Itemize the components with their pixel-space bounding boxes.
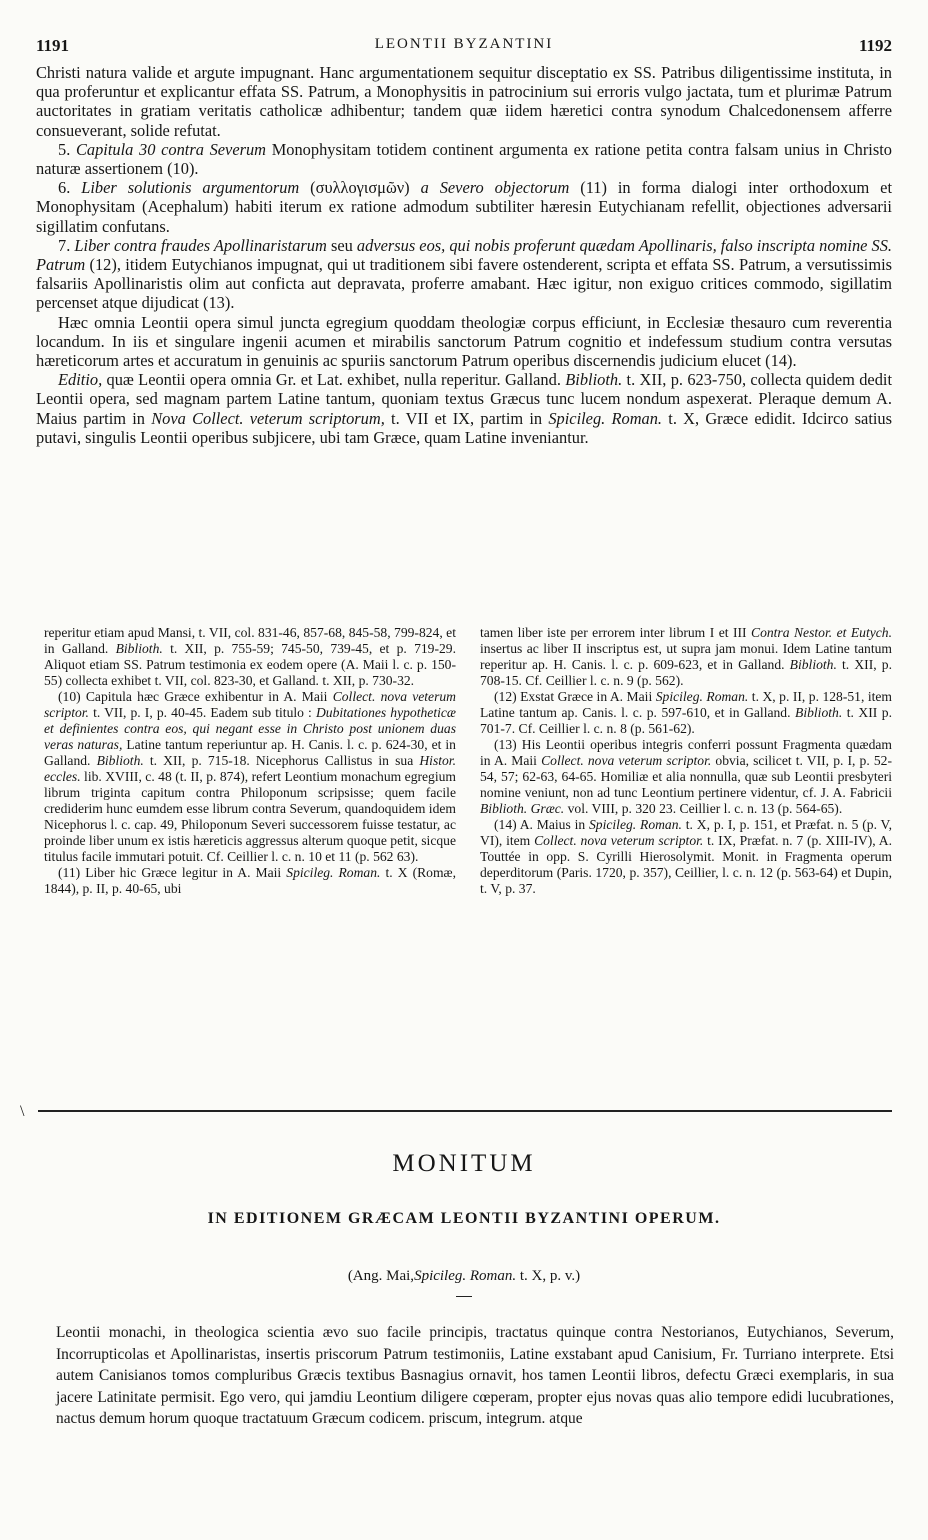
- paragraph: 6. Liber solutionis argumentorum (συλλογισμῶν) a Severo objectorum (11) in forma dialogi inter orthodoxum et Monophysitam (Acephalum) habiti iterum ex ratione admodum subtiliter hæresin Eutychianam refellit, objectiones adversarii sigillatim confutans.: [36, 178, 892, 236]
- running-title: LEONTII BYZANTINI: [374, 36, 554, 52]
- short-rule: [456, 1296, 472, 1297]
- footnote: tamen liber iste per errorem inter librum I et III Contra Nestor. et Eutych. insertus ac liber II inscriptus est, ut supra jam monui. Idem Latine tantum reperitur ap. H. Canis. l. c. p. 609-623, et in Galland. Biblioth. t. XII, p. 708-15. Cf. Ceillier l. c. n. 9 (p. 562).: [480, 625, 892, 688]
- section-source: (Ang. Mai,Spicileg. Roman. t. X, p. v.): [347, 1268, 581, 1284]
- footnote: reperitur etiam apud Mansi, t. VII, col. 831-46, 857-68, 845-58, 799-824, et in Galland. Biblioth. t. XII, p. 755-59; 745-50, 739-45, et p. 719-29. Aliquot etiam SS. Patrum testimonia ex eodem opere (A. Maii l. c. p. 150-55) collecta exhibet t. VII, col. 823-30, et Galland. t. XII, p. 730-32.: [44, 625, 456, 688]
- page-number-right: 1192: [858, 36, 892, 55]
- main-text: [36, 63, 892, 447]
- paragraph: 5. Capitula 30 contra Severum Monophysitam totidem continent argumenta ex ratione petita contra falsam unius in Christo naturæ assertionem (10).: [36, 139, 892, 179]
- footnote-12: (12) Exstat Græce in A. Maii Spicileg. Roman. t. X, p. II, p. 128-51, item Latine tantum ap. Canis. l. c. p. 597-610, et in Galland. Biblioth. t. XII p. 701-7. Cf. Ceillier l. c. n. 8 (p. 561-62).: [480, 689, 892, 736]
- section-title: MONITUM: [392, 1150, 536, 1177]
- running-header: [36, 36, 892, 60]
- monitum-text: [56, 1322, 894, 1430]
- work-title: Liber solutionis argumentorum: [81, 178, 300, 198]
- paragraph: Editio, quæ Leontii opera omnia Gr. et Lat. exhibet, nulla reperitur. Galland. Biblioth. t. XII, p. 623-750, collecta quidem dedit Leontii opera, sed magnam partem Latine tantum, quoniam textus Græcus tunc lucem nondum aspexerat. Pleraque demum A. Maius partim in Nova Collect. veterum scriptorum, t. VII et IX, partim in Spicileg. Roman. t. X, Græce edidit. Idcirco satius putavi, singulis Leontii operibus subjicere, ubi tam Græce, quam Latine inveniantur.: [36, 370, 892, 447]
- footnote-11: (11) Liber hic Græce legitur in A. Maii Spicileg. Roman. t. X (Romæ, 1844), p. II, p. 40-65, ubi: [44, 865, 456, 896]
- work-title: a Severo objectorum: [420, 178, 570, 198]
- footnote-13: (13) His Leontii operibus integris conferri possunt Fragmenta quædam in A. Maii Collect. nova veterum scriptor. obvia, scilicet t. VII, p. I, p. 52-54, 57; 62-63, 64-65. Homiliæ et alia nonnulla, quæ sub Leontii presbyteri nomine veniunt, non ad tunc Leontium pertinere videntur, cf. J. A. Fabricii Biblioth. Græc. vol. VIII, p. 320 23. Ceillier l. c. n. 13 (p. 564-65).: [480, 737, 892, 816]
- paragraph: 7. Liber contra fraudes Apollinaristarum seu adversus eos, qui nobis proferunt quædam Apollinaris, falso inscripta nomine SS. Patrum (12), itidem Eutychianos impugnat, qui ut traditionem sibi favere ostenderent, scripta et effata SS. Patrum, a versutissimis falsariis Apollinaristis olim aut conficta aut depravata, proferre amabant. Hæc igitur, non exiguo critices commodo, sigillatim percenset atque dijudicat (13).: [36, 235, 893, 313]
- margin-mark: \: [20, 1103, 25, 1120]
- section-subtitle: IN EDITIONEM GRÆCAM LEONTII BYZANTINI OPERUM.: [207, 1210, 721, 1227]
- work-title: adversus eos, qui nobis proferunt quædam Apollinaris, falso inscripta nomine SS. Patrum: [36, 235, 893, 275]
- section-divider: [38, 1110, 892, 1112]
- paragraph: Christi natura valide et argute impugnant. Hanc argumentationem sequitur disceptatio ex SS. Patribus diligentissime instituta, in qua proferuntur et explicantur effata SS. Patrum, a Monophysitis in patrocinium sui erroris vulgo jactata, tum et plurimæ Patrum auctoritates in gratiam veritatis catholicæ adhibentur; tandem quæ iidem hæretici contra synodum Chalcedonensem afferre consueverant, solide refutat.: [36, 63, 892, 140]
- paragraph: Leontii monachi, in theologica scientia ævo suo facile principis, tractatus quinque contra Nestorianos, Eutychianos, Severum, Incorrupticolas et Apollinaristas, insertis priscorum Patrum testimoniis, Latine exstabant apud Canisium, Fr. Turriano interprete. Etsi autem Canisianos tomos compluribus Græcis textibus Basnagius ornavit, hos tamen Leontii libros, defectu Græci exemplaris, in sua jacere Latinitate permisit. Ego vero, qui jamdiu Leontium diligere cœperam, propter ejus novas quas alio tempore edidi lucubrationes, nactus demum horum quoque tractatuum Græcum codicem. priscum, integrum. atque: [56, 1324, 894, 1428]
- footnote-10: (10) Capitula hæc Græce exhibentur in A. Maii Collect. nova veterum scriptor. t. VII, p. I, p. 40-45. Eadem sub titulo : Dubitationes hypotheticæ et definientes contra eos, qui negant esse in Christo post unionem duas veras naturas, Latine tantum reperiuntur ap. H. Canis. l. c. p. 624-30, et in Galland. Biblioth. t. XII, p. 715-18. Nicephorus Callistus in sua Histor. eccles. lib. XVIII, c. 48 (t. II, p. 874), refert Leontium monachum egregium librum triginta capitum contra Philoponum scripsisse; quem facile crediderim hunc eumdem esse librum contra Severum, quandoquidem idem Nicephorus l. c. cap. 49, Philoponum Severi successorem fuisse testatur, ac proinde liber unum ex istis hæreticis aggressus alterum quoque petit, sicque titulus facile immutari potuit. Cf. Ceillier l. c. n. 10 et 11 (p. 562 63).: [44, 689, 456, 864]
- footnote-14: (14) A. Maius in Spicileg. Roman. t. X, p. I, p. 151, et Præfat. n. 5 (p. V, VI), item Collect. nova veterum scriptor. t. IX, Præfat. n. 7 (p. XIII-IV), A. Touttée in opp. S. Cyrilli Hierosolymit. Monit. in Fragmenta operum deperditorum (Paris. 1720, p. 357), Ceillier, l. c. n. 12 (p. 563-64) et Dupin, t. V, p. 37.: [480, 817, 893, 896]
- work-title: Capitula 30 contra Severum: [75, 139, 267, 159]
- page-number-left: 1191: [36, 36, 70, 55]
- footnotes-left-column: [44, 625, 456, 897]
- footnotes-right-column: [480, 625, 892, 897]
- work-title: Liber contra fraudes Apollinaristarum: [74, 235, 327, 255]
- paragraph: Hæc omnia Leontii opera simul juncta egregium quoddam theologiæ corpus efficiunt, in Ecclesiæ thesauro cum reverentia locandum. In iis et singulare ingenii acumen et mirabilis sanctorum Patrum cognitio et indefessum studium contra versutas hæreticorum artes et accuratum in genuinis ac spuriis sanctorum Patrum operibus discernendis judicium elucet (14).: [36, 312, 892, 371]
